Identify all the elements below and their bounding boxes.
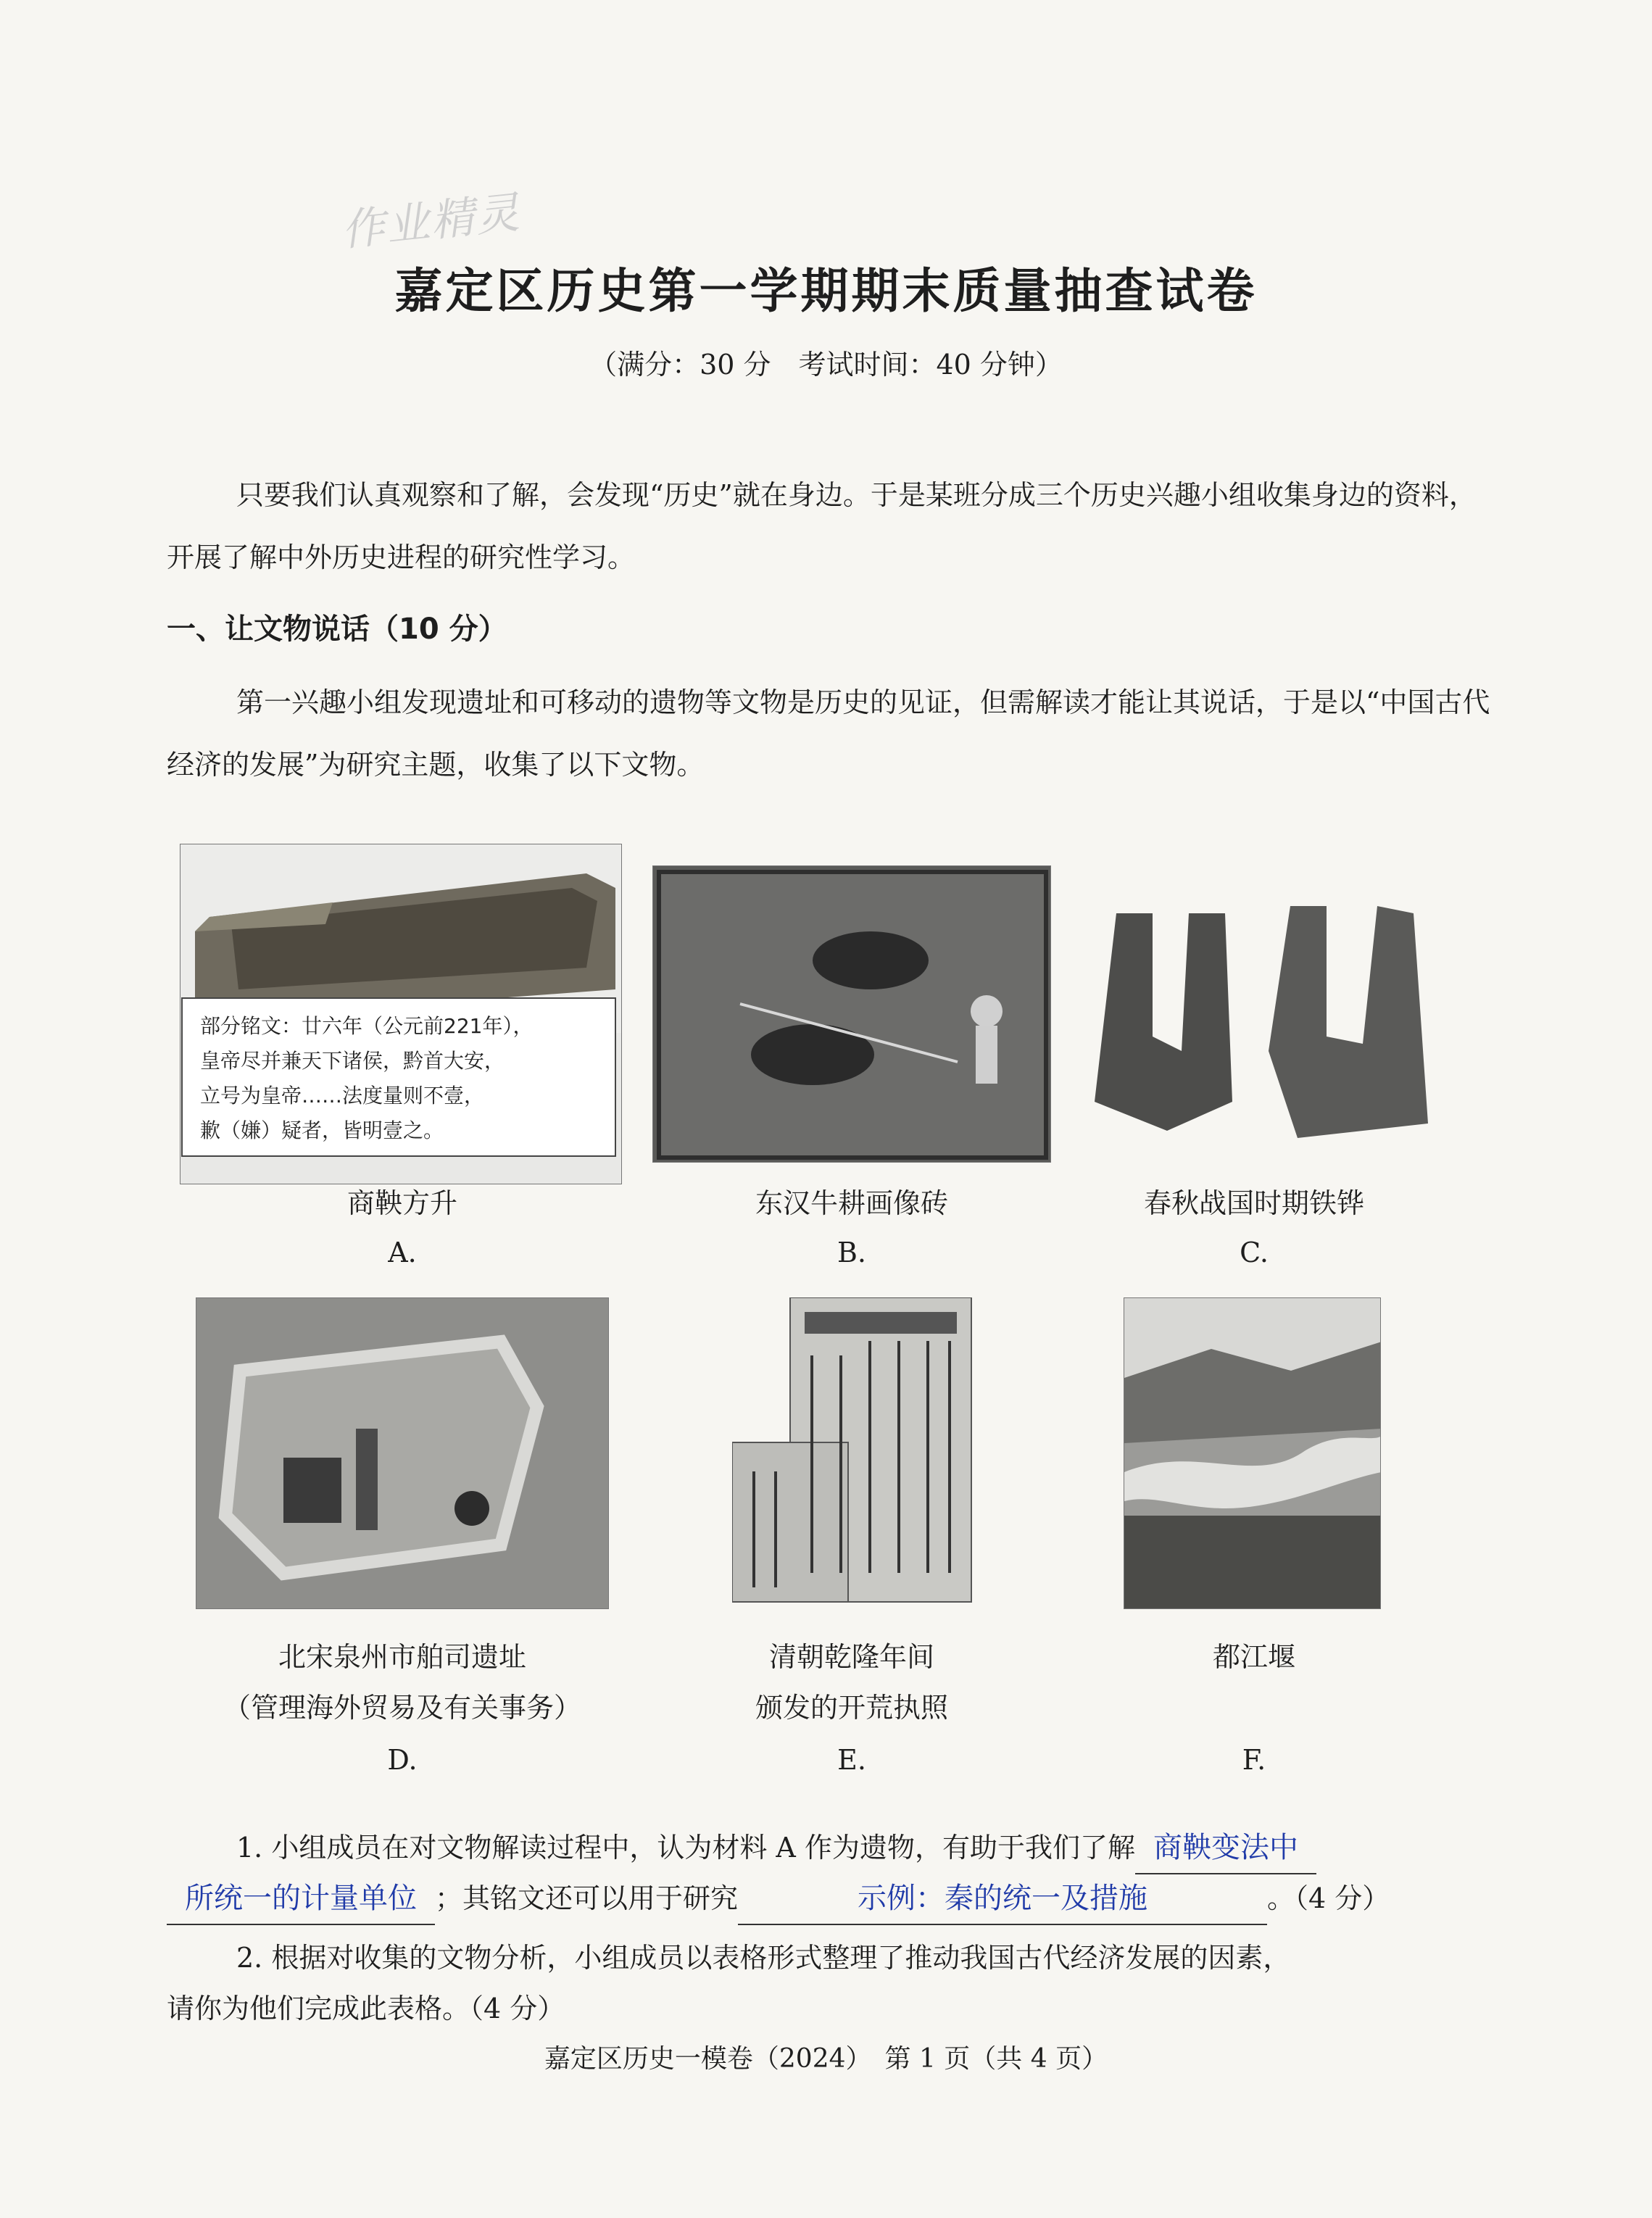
question-2-line2: 请你为他们完成此表格。（4 分） (167, 1993, 565, 2024)
artifact-c-image (1073, 884, 1450, 1160)
artifact-b-letter: B. (837, 1237, 866, 1268)
artifact-f-name: 都江堰 (1212, 1641, 1295, 1673)
question-2-line1: 2. 根据对收集的文物分析，小组成员以表格形式整理了推动我国古代经济发展的因素， (236, 1942, 1291, 1974)
page-footer: 嘉定区历史一模卷（2024） 第 1 页（共 4 页） (544, 2044, 1108, 2074)
artifact-a-letter: A. (388, 1237, 417, 1268)
inscription-line: 歉（嫌）疑者，皆明壹之。 (200, 1118, 444, 1142)
artifact-b-name: 东汉牛耕画像砖 (755, 1187, 948, 1219)
artifact-d-name: 北宋泉州市舶司遗址 (278, 1641, 526, 1673)
inscription-box (181, 997, 616, 1157)
artifact-e-name: 清朝乾隆年间 (768, 1641, 934, 1673)
artifact-d-letter: D. (387, 1744, 418, 1776)
intro-paragraph: 只要我们认真观察和了解，会发现“历史”就在身边。于是某班分成三个历史兴趣小组收集身边的资料，开展了解中外历史进程的研究性学习。 (167, 479, 1477, 573)
artifact-c-letter: C. (1240, 1237, 1269, 1268)
inscription-line: 部分铭文：廿六年（公元前221年）， (200, 1014, 534, 1038)
artifact-e-letter: E. (837, 1744, 866, 1776)
artifact-a-name: 商鞅方升 (346, 1187, 457, 1219)
artifact-f-letter: F. (1242, 1744, 1266, 1776)
inscription-line: 立号为皇帝……法度量则不壹， (200, 1084, 485, 1108)
ox-plowing-brick-drawing (653, 866, 1051, 1163)
artifact-d-image (196, 1297, 609, 1609)
section-heading: 一、让文物说话（10 分） (167, 612, 507, 646)
artifact-d-note: （管理海外贸易及有关事务） (223, 1692, 581, 1724)
question-1-line1 (167, 1822, 1493, 1874)
land-license-document-drawing (732, 1297, 979, 1609)
answer-1b[interactable]: 所统一的计量单位 (167, 1873, 435, 1925)
inscription-line: 皇帝尽并兼天下诸侯，黔首大安， (200, 1049, 505, 1073)
exam-info: （满分：30 分 考试时间：40 分钟） (589, 349, 1063, 381)
question-1-text: 1. 小组成员在对文物解读过程中，认为材料 A 作为遗物，有助于我们了解 (236, 1832, 1135, 1864)
question-1-text: ；其铭文还可以用于研究 (435, 1882, 739, 1914)
page-title: 嘉定区历史第一学期期末质量抽查试卷 (394, 263, 1258, 319)
question-1-line2 (167, 1873, 1493, 1925)
watermark: 作业精灵 (339, 187, 523, 257)
artifact-c-name: 春秋战国时期铁铧 (1143, 1187, 1364, 1219)
artifact-e-note: 颁发的开荒执照 (755, 1692, 948, 1724)
artifact-f-image (1124, 1297, 1381, 1609)
dujiangyan-landscape-drawing (1124, 1298, 1381, 1609)
section-intro: 第一兴趣小组发现遗址和可移动的遗物等文物是历史的见证，但需解读才能让其说话，于是以“中国古代经济的发展”为研究主题，收集了以下文物。 (167, 686, 1490, 781)
question-1-points: 。（4 分） (1267, 1882, 1390, 1914)
answer-2[interactable]: 示例：秦的统一及措施 (738, 1873, 1267, 1925)
artifact-e-image (732, 1297, 979, 1609)
answer-1a[interactable]: 商鞅变法中 (1135, 1822, 1316, 1874)
iron-plowshare-drawing (1073, 884, 1450, 1160)
artifact-b-image (652, 865, 1051, 1163)
site-ruins-drawing (196, 1298, 609, 1609)
